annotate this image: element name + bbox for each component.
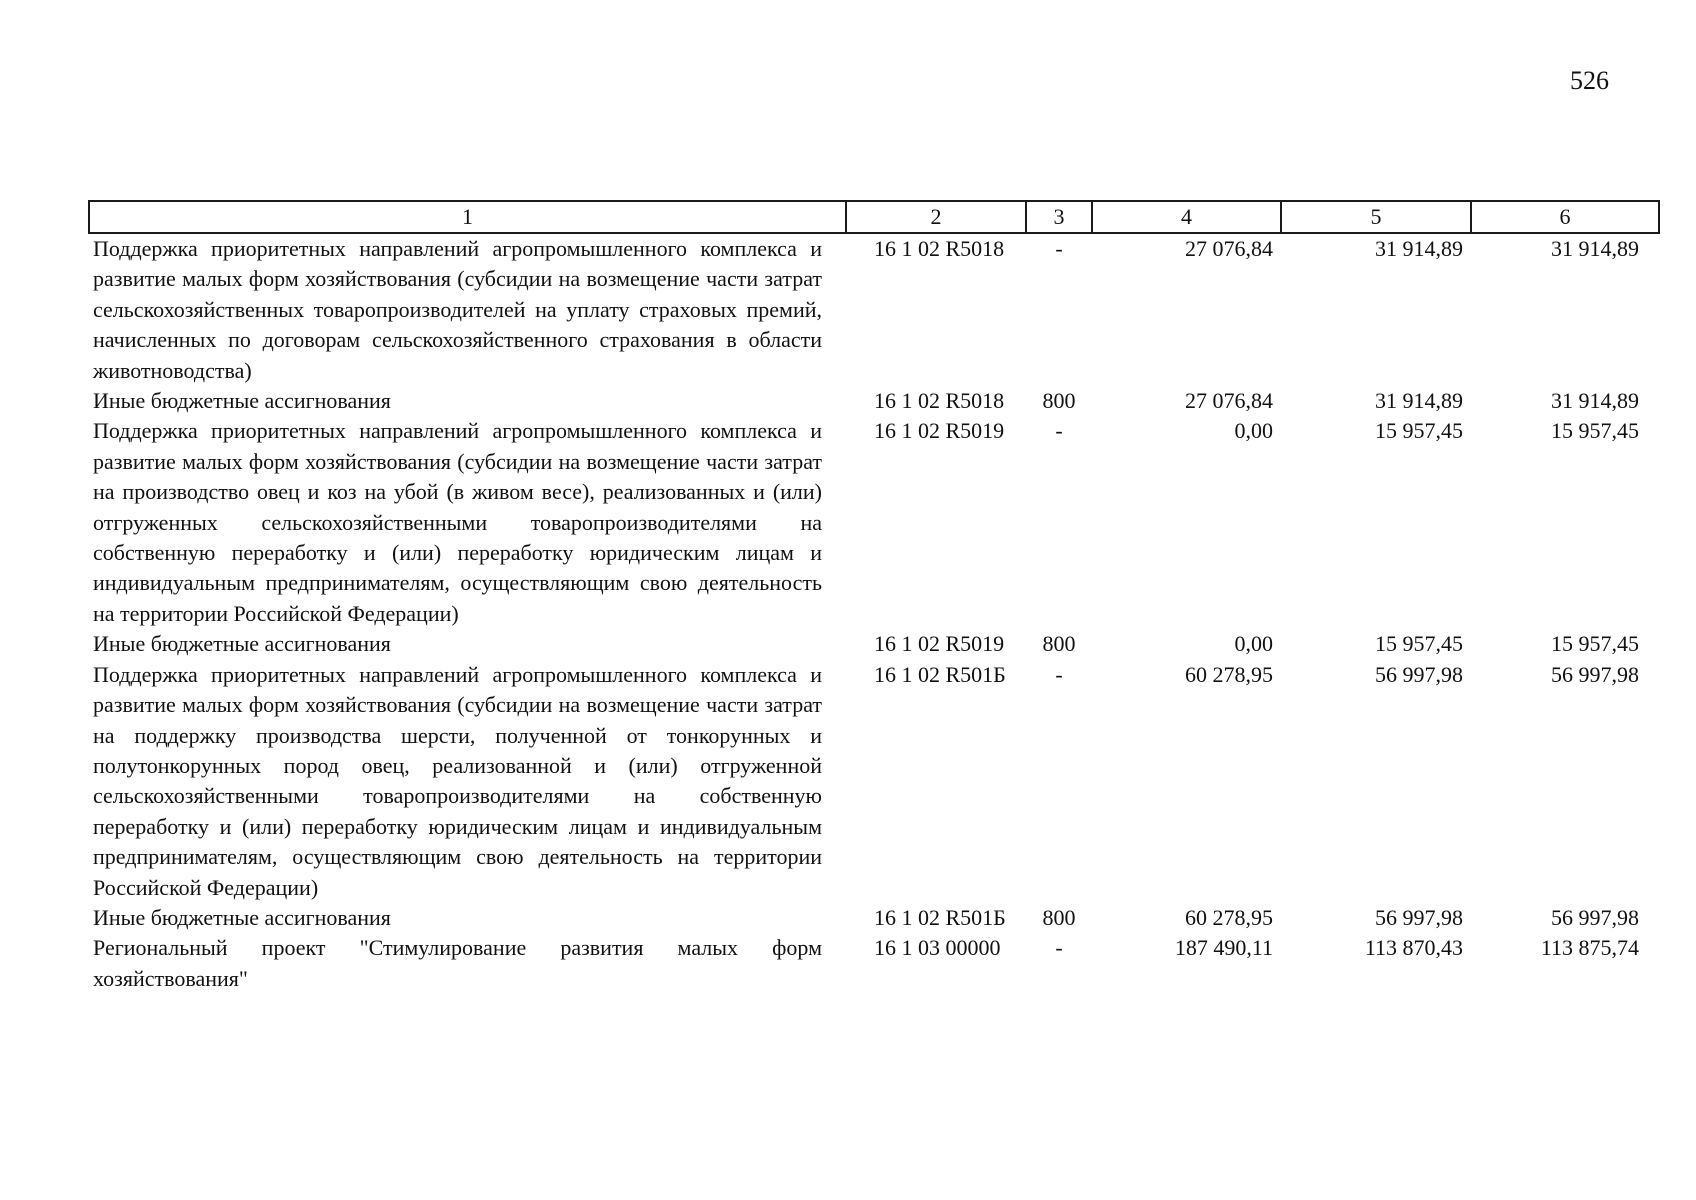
table-row [89,416,1659,629]
row-value-col5: 31 914,89 [1375,236,1463,261]
column-header-1: 1 [89,201,846,233]
row-name: Иные бюджетные ассигнования [93,904,391,930]
column-header-3: 3 [1026,201,1092,233]
row-value-col4: 187 490,11 [1174,935,1273,961]
row-value-col6: 15 957,45 [1551,418,1639,444]
row-expense-type: - [1055,418,1063,444]
table-row [89,233,1659,386]
row-code: 16 1 02 R5019 [874,418,1005,444]
row-expense-type: - [1055,661,1063,687]
row-code: 16 1 02 R5019 [874,631,1005,657]
row-name: Иные бюджетные ассигнования [93,631,391,657]
row-expense-type: 800 [1042,388,1076,414]
row-value-col4: 60 278,95 [1185,904,1273,930]
table-header [89,201,1659,233]
row-value-col6: 31 914,89 [1551,388,1639,414]
table-row [89,660,1659,903]
column-header-5: 5 [1281,201,1471,233]
row-code: 16 1 02 R5018 [874,388,1005,414]
row-code: 16 1 02 R501Б [874,904,1006,930]
row-name: Региональный проект "Стимулирование развития малых форм хозяйствования" [93,935,822,991]
row-expense-type: 800 [1042,631,1076,657]
row-name: Поддержка приоритетных направлений агропромышленного комплекса и развитие малых форм хозяйствования (субсидии на возмещение части затрат на производство овец и коз на убой (в живом весе), реализованных и (или) отгруженных сельскохозяйственными товаропроизводителями на собственную переработку и (или) переработку юридическим лицам и индивидуальным предпринимателям, осуществляющим свою деятельность на территории Российской Федерации) [93,418,822,626]
row-expense-type: - [1055,236,1063,261]
table-row [89,903,1659,933]
row-name: Поддержка приоритетных направлений агропромышленного комплекса и развитие малых форм хозяйствования (субсидии на возмещение части затрат на поддержку производства шерсти, полученной от тонкорунных и полутонкорунных пород овец, реализованной и (или) отгруженной сельскохозяйственными товаропроизводителями на собственную переработку и (или) переработку юридическим лицам и индивидуальным предпринимателям, осуществляющим свою деятельность на территории Российской Федерации) [93,661,822,900]
row-value-col4: 0,00 [1234,631,1273,657]
column-header-4: 4 [1092,201,1281,233]
row-expense-type: - [1055,935,1063,961]
table-row [89,933,1659,994]
budget-table [88,200,1660,994]
row-name: Поддержка приоритетных направлений агропромышленного комплекса и развитие малых форм хозяйствования (субсидии на возмещение части затрат сельскохозяйственных товаропроизводителей на уплату страховых премий, начисленных по договорам сельскохозяйственного страхования в области животноводства) [93,236,822,383]
row-value-col6: 113 875,74 [1540,935,1639,961]
column-header-6: 6 [1471,201,1659,233]
table-row [89,629,1659,659]
row-value-col5: 113 870,43 [1364,935,1463,961]
row-code: 16 1 02 R5018 [874,236,1005,261]
row-value-col4: 60 278,95 [1185,661,1273,687]
table-row [89,386,1659,416]
row-name: Иные бюджетные ассигнования [93,388,391,414]
column-header-2: 2 [846,201,1026,233]
row-value-col5: 56 997,98 [1375,661,1463,687]
row-expense-type: 800 [1042,904,1076,930]
table-body [89,233,1659,994]
row-code: 16 1 03 00000 [874,935,1001,961]
row-value-col4: 27 076,84 [1185,236,1273,261]
row-value-col5: 31 914,89 [1375,388,1463,414]
row-value-col5: 15 957,45 [1375,418,1463,444]
row-code: 16 1 02 R501Б [874,661,1006,687]
row-value-col4: 0,00 [1234,418,1273,444]
row-value-col6: 15 957,45 [1551,631,1639,657]
row-value-col5: 15 957,45 [1375,631,1463,657]
row-value-col6: 56 997,98 [1551,904,1639,930]
row-value-col5: 56 997,98 [1375,904,1463,930]
page-number: 526 [1570,66,1609,95]
row-value-col6: 31 914,89 [1551,236,1639,261]
row-value-col6: 56 997,98 [1551,661,1639,687]
row-value-col4: 27 076,84 [1185,388,1273,414]
